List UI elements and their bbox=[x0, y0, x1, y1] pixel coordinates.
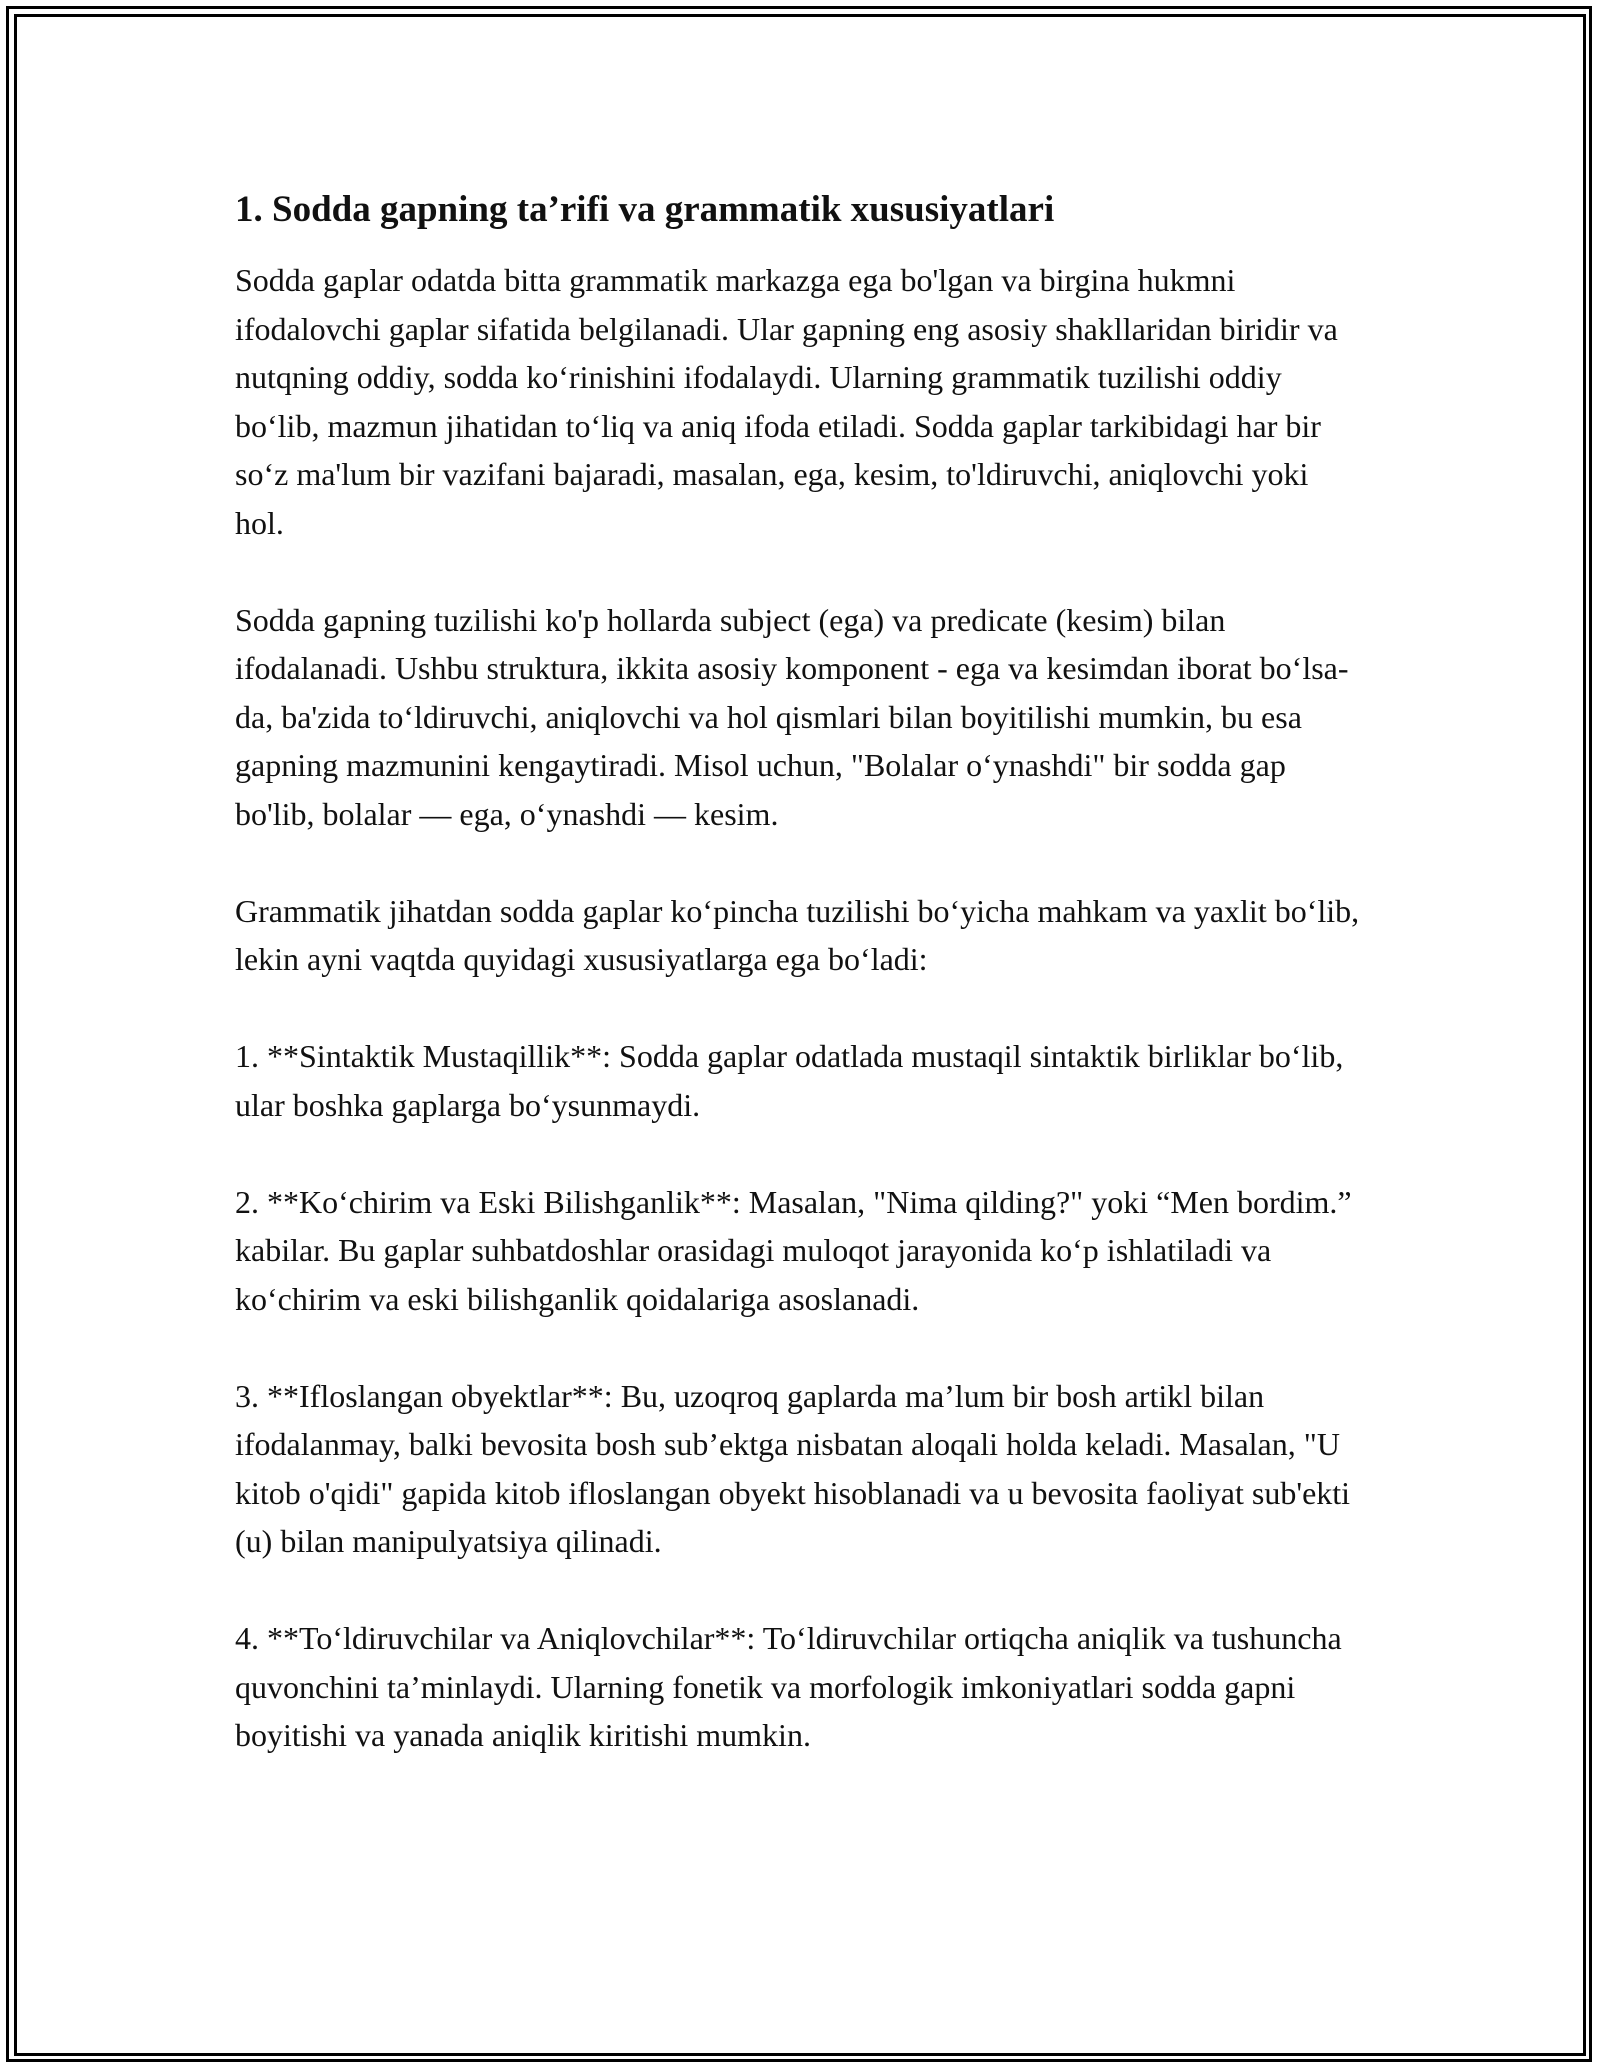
paragraph-definition: Sodda gaplar odatda bitta grammatik markazga ega bo'lgan va birgina hukmni ifodalovchi gaplar sifatida belgilanadi. Ular gapning eng asosiy shakllaridan biridir va nutqning oddiy, sodda ko‘rinishini ifodalaydi. Ularning grammatik tuzilishi oddiy bo‘lib, mazmun jihatidan to‘liq va aniq ifoda etiladi. Sodda gaplar tarkibidagi har bir so‘z ma'lum bir vazifani bajaradi, masalan, ega, kesim, to'ldiruvchi, aniqlovchi yoki hol. bbox=[235, 262, 1338, 541]
paragraph-grammatical-features: Grammatik jihatdan sodda gaplar ko‘pincha tuzilishi bo‘yicha mahkam va yaxlit bo‘lib, lekin ayni vaqtda quyidagi xususiyatlarga ega bo‘ladi: bbox=[235, 892, 1360, 977]
list-item-syntactic-independence: 1. **Sintaktik Mustaqillik**: Sodda gaplar odatlada mustaqil sintaktik birliklar bo‘lib, ular boshka gaplarga bo‘ysunmaydi. bbox=[235, 1038, 1344, 1123]
section-heading: 1. Sodda gapning ta’rifi va grammatik xususiyatlari bbox=[235, 189, 1055, 230]
list-item-complements-attributes: 4. **To‘ldiruvchilar va Aniqlovchilar**: To‘ldiruvchilar ortiqcha aniqlik va tushuncha quvonchini ta’minlaydi. Ularning fonetik va morfologik imkoniyatlari sodda gapni boyitishi va yanada aniqlik kiritishi mumkin. bbox=[235, 1620, 1342, 1753]
document-body bbox=[235, 186, 1365, 1808]
list-item-objects: 3. **Ifloslangan obyektlar**: Bu, uzoqroq gaplarda ma’lum bir bosh artikl bilan ifodalanmay, balki bevosita bosh sub’ektga nisbatan aloqali holda keladi. Masalan, "U kitob o'qidi" gapida kitob ifloslangan obyekt hisoblanadi va u bevosita faoliyat sub'ekti (u) bilan manipulyatsiya qilinadi. bbox=[235, 1377, 1351, 1559]
paragraph-structure: Sodda gapning tuzilishi ko'p hollarda subject (ega) va predicate (kesim) bilan ifodalanadi. Ushbu struktura, ikkita asosiy komponent - ega va kesimdan iborat bo‘lsa-da, ba'zida to‘ldiruvchi, aniqlovchi va hol qismlari bilan boyitilishi mumkin, bu esa gapning mazmunini kengaytiradi. Misol uchun, "Bolalar o‘ynashdi" bir sodda gap bo'lib, bolalar — ega, o‘ynashdi — kesim. bbox=[235, 601, 1349, 832]
list-item-quotation: 2. **Ko‘chirim va Eski Bilishganlik**: Masalan, "Nima qilding?" yoki “Men bordim.” kabilar. Bu gaplar suhbatdoshlar orasidagi muloqot jarayonida ko‘p ishlatiladi va ko‘chirim va eski bilishganlik qoidalariga asoslanadi. bbox=[235, 1183, 1352, 1317]
